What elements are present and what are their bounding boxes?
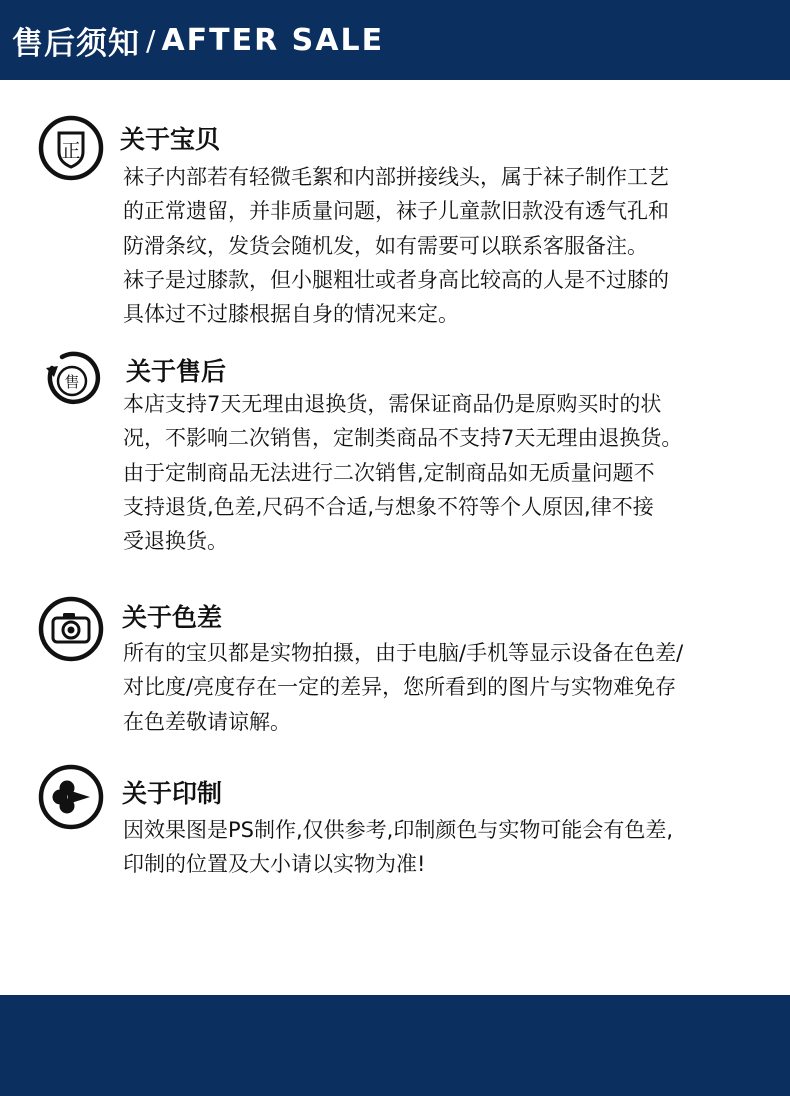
body-line: 的正常遗留，并非质量问题，袜子儿童款旧款没有透气孔和 <box>123 199 669 224</box>
body-line: 在色差敬请谅解。 <box>123 709 291 734</box>
after-sale-cycle-icon <box>38 346 104 412</box>
footer-bar <box>0 995 790 1096</box>
section-body <box>123 813 673 882</box>
body-line: 具体过不过膝根据自身的情况来定。 <box>123 302 459 327</box>
section-title: 关于售后 <box>126 357 227 386</box>
section-body <box>123 160 669 331</box>
print-direction-icon <box>38 764 104 830</box>
body-line: 防滑条纹，发货会随机发，如有需要可以联系客服备注。 <box>123 233 648 258</box>
body-line: 受退换货。 <box>123 529 228 554</box>
body-line: 本店支持7天无理由退换货，需保证商品仍是原购买时的状 <box>123 392 662 416</box>
camera-icon <box>38 596 104 662</box>
section-title: 关于色差 <box>122 603 223 632</box>
header-bar <box>0 0 790 80</box>
body-line: 由于定制商品无法进行二次销售,定制商品如无质量问题不 <box>123 460 655 485</box>
body-line: 袜子内部若有轻微毛絮和内部拼接线头，属于袜子制作工艺 <box>123 165 669 189</box>
section-title: 关于印制 <box>122 779 223 808</box>
header-slash: / <box>146 23 156 57</box>
body-line: 况，不影响二次销售，定制类商品不支持7天无理由退换货。 <box>123 426 683 451</box>
svg-text:售: 售 <box>64 373 80 391</box>
body-line: 因效果图是PS制作,仅供参考,印制颜色与实物可能会有色差, <box>123 818 674 842</box>
body-line: 袜子是过膝款，但小腿粗壮或者身高比较高的人是不过膝的 <box>123 267 669 292</box>
section-body <box>123 636 683 739</box>
seal-zheng-icon <box>38 115 104 181</box>
section-body <box>123 387 682 558</box>
header-title-en: AFTER SALE <box>161 22 385 58</box>
body-line: 支持退货,色差,尺码不合适,与想象不符等个人原因,律不接 <box>123 494 654 519</box>
section-title: 关于宝贝 <box>120 125 221 154</box>
body-line: 印制的位置及大小请以实物为准! <box>123 852 426 877</box>
body-line: 所有的宝贝都是实物拍摄，由于电脑/手机等显示设备在色差/ <box>123 641 684 665</box>
header-title-cn: 售后须知 <box>12 25 140 62</box>
body-line: 对比度/亮度存在一定的差异，您所看到的图片与实物难免存 <box>123 675 677 700</box>
svg-text:正: 正 <box>61 140 81 162</box>
